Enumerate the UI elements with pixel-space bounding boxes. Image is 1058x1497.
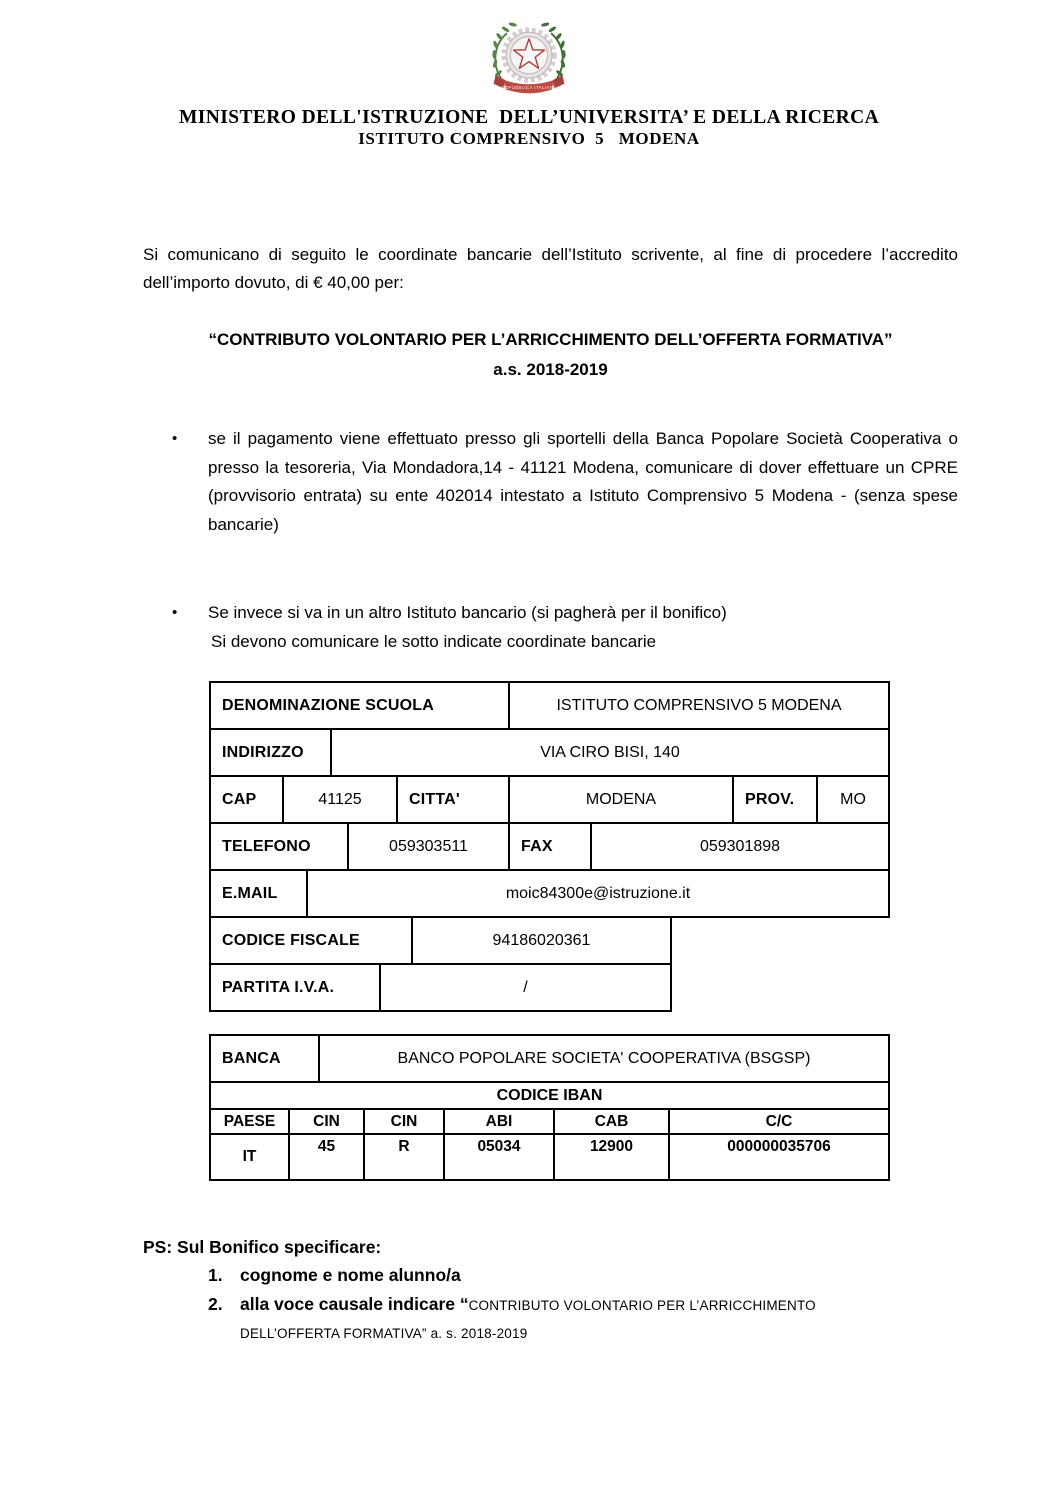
paese-value: IT (209, 1133, 290, 1181)
ps-item-number: 2. (208, 1294, 223, 1314)
table-row-cap-citta-prov (209, 775, 1058, 824)
bullet-text: se il pagamento viene effettuato presso gli sportelli della Banca Popolare Società Cooperativa o presso la tesoreria, Via Mondadora,14 - 41121 Modena, comunicare di dover effettuare un CPRE (provvisorio entrata) su ente 402014 intestato a Istituto Comprensivo 5 Modena - (senza spese bancarie) (208, 429, 958, 534)
bullet-line-1: Se invece si va in un altro Istituto bancario (si pagherà per il bonifico) (208, 603, 727, 622)
abi-value: 05034 (443, 1133, 555, 1181)
indirizzo-label: INDIRIZZO (209, 728, 332, 777)
table-row-codice-fiscale (209, 916, 1058, 965)
abi-column-header: ABI (443, 1108, 555, 1135)
ps-item-1 (208, 1262, 958, 1288)
cc-value: 000000035706 (668, 1133, 890, 1181)
table-row-iban-values (209, 1133, 1058, 1181)
contribution-title: “CONTRIBUTO VOLONTARIO PER L’ARRICCHIMENTO DELL’OFFERTA FORMATIVA” (208, 330, 893, 349)
cab-column-header: CAB (553, 1108, 670, 1135)
cin1-value: 45 (288, 1133, 365, 1181)
cab-value: 12900 (553, 1133, 670, 1181)
ps-item-caps-text: CONTRIBUTO VOLONTARIO PER L’ARRICCHIMENTO DELL’OFFERTA FORMATIVA” a. s. 2018-2019 (240, 1298, 816, 1341)
prov-value: MO (816, 775, 890, 824)
codice-iban-header: CODICE IBAN (209, 1081, 890, 1110)
telefono-label: TELEFONO (209, 822, 349, 871)
cin2-value: R (363, 1133, 445, 1181)
bullet-line-2: Si devono comunicare le sotto indicate coordinate bancarie (211, 631, 657, 651)
denominazione-label: DENOMINAZIONE SCUOLA (209, 681, 510, 730)
ps-item-2 (208, 1291, 958, 1347)
codice-fiscale-value: 94186020361 (411, 916, 672, 965)
cin1-column-header: CIN (288, 1108, 365, 1135)
cc-column-header: C/C (668, 1108, 890, 1135)
partita-iva-value: / (379, 963, 672, 1012)
paese-column-header: PAESE (209, 1108, 290, 1135)
school-info-table (209, 681, 1058, 1012)
partita-iva-label: PARTITA I.V.A. (209, 963, 381, 1012)
cin2-column-header: CIN (363, 1108, 445, 1135)
table-row-indirizzo (209, 728, 1058, 777)
table-row-iban-columns (209, 1108, 1058, 1135)
ministry-title: MINISTERO DELL'ISTRUZIONE DELL’UNIVERSITA’ E DELLA RICERCA (178, 107, 880, 128)
table-row-iban-header (209, 1081, 1058, 1110)
email-label: E.MAIL (209, 869, 308, 918)
ps-title: PS: Sul Bonifico specificare: (143, 1237, 382, 1257)
bullet-text (208, 599, 958, 656)
bullet-icon: • (172, 604, 178, 621)
ribbon-text: REPUBBLICA ITALIANA (501, 85, 557, 91)
banca-label: BANCA (209, 1034, 320, 1083)
indirizzo-value: VIA CIRO BISI, 140 (330, 728, 890, 777)
bullet-icon: • (172, 430, 178, 447)
bank-iban-table (209, 1034, 1058, 1181)
table-row-email (209, 869, 1058, 918)
italy-emblem-icon (486, 13, 572, 103)
ps-item-text (240, 1291, 860, 1347)
fax-label: FAX (508, 822, 592, 871)
table-row-partita-iva (209, 963, 1058, 1012)
cap-label: CAP (209, 775, 284, 824)
fax-value: 059301898 (590, 822, 890, 871)
citta-value: MODENA (508, 775, 734, 824)
telefono-value: 059303511 (347, 822, 510, 871)
school-year: a.s. 2018-2019 (493, 360, 608, 379)
ps-item-bold-text: alla voce causale indicare “ (240, 1294, 469, 1314)
email-value: moic84300e@istruzione.it (306, 869, 890, 918)
table-row-banca (209, 1034, 1058, 1083)
ps-item-number: 1. (208, 1265, 223, 1285)
denominazione-value: ISTITUTO COMPRENSIVO 5 MODENA (508, 681, 890, 730)
prov-label: PROV. (732, 775, 818, 824)
emblem-container (0, 0, 1058, 105)
table-row-telefono-fax (209, 822, 1058, 871)
ps-item-text: cognome e nome alunno/a (240, 1265, 461, 1285)
intro-paragraph: Si comunicano di seguito le coordinate bancarie dell’Istituto scrivente, al fine di procedere l’accredito dell’importo dovuto, di € 40,00 per: (143, 245, 958, 292)
citta-label: CITTA' (396, 775, 510, 824)
banca-value: BANCO POPOLARE SOCIETA' COOPERATIVA (BSGSP) (318, 1034, 890, 1083)
codice-fiscale-label: CODICE FISCALE (209, 916, 413, 965)
bullet-item-bank-transfer (172, 599, 958, 656)
institute-title: ISTITUTO COMPRENSIVO 5 MODENA (358, 129, 700, 148)
cap-value: 41125 (282, 775, 398, 824)
table-row-denominazione (209, 681, 1058, 730)
bullet-item-payment-counter (172, 425, 958, 539)
